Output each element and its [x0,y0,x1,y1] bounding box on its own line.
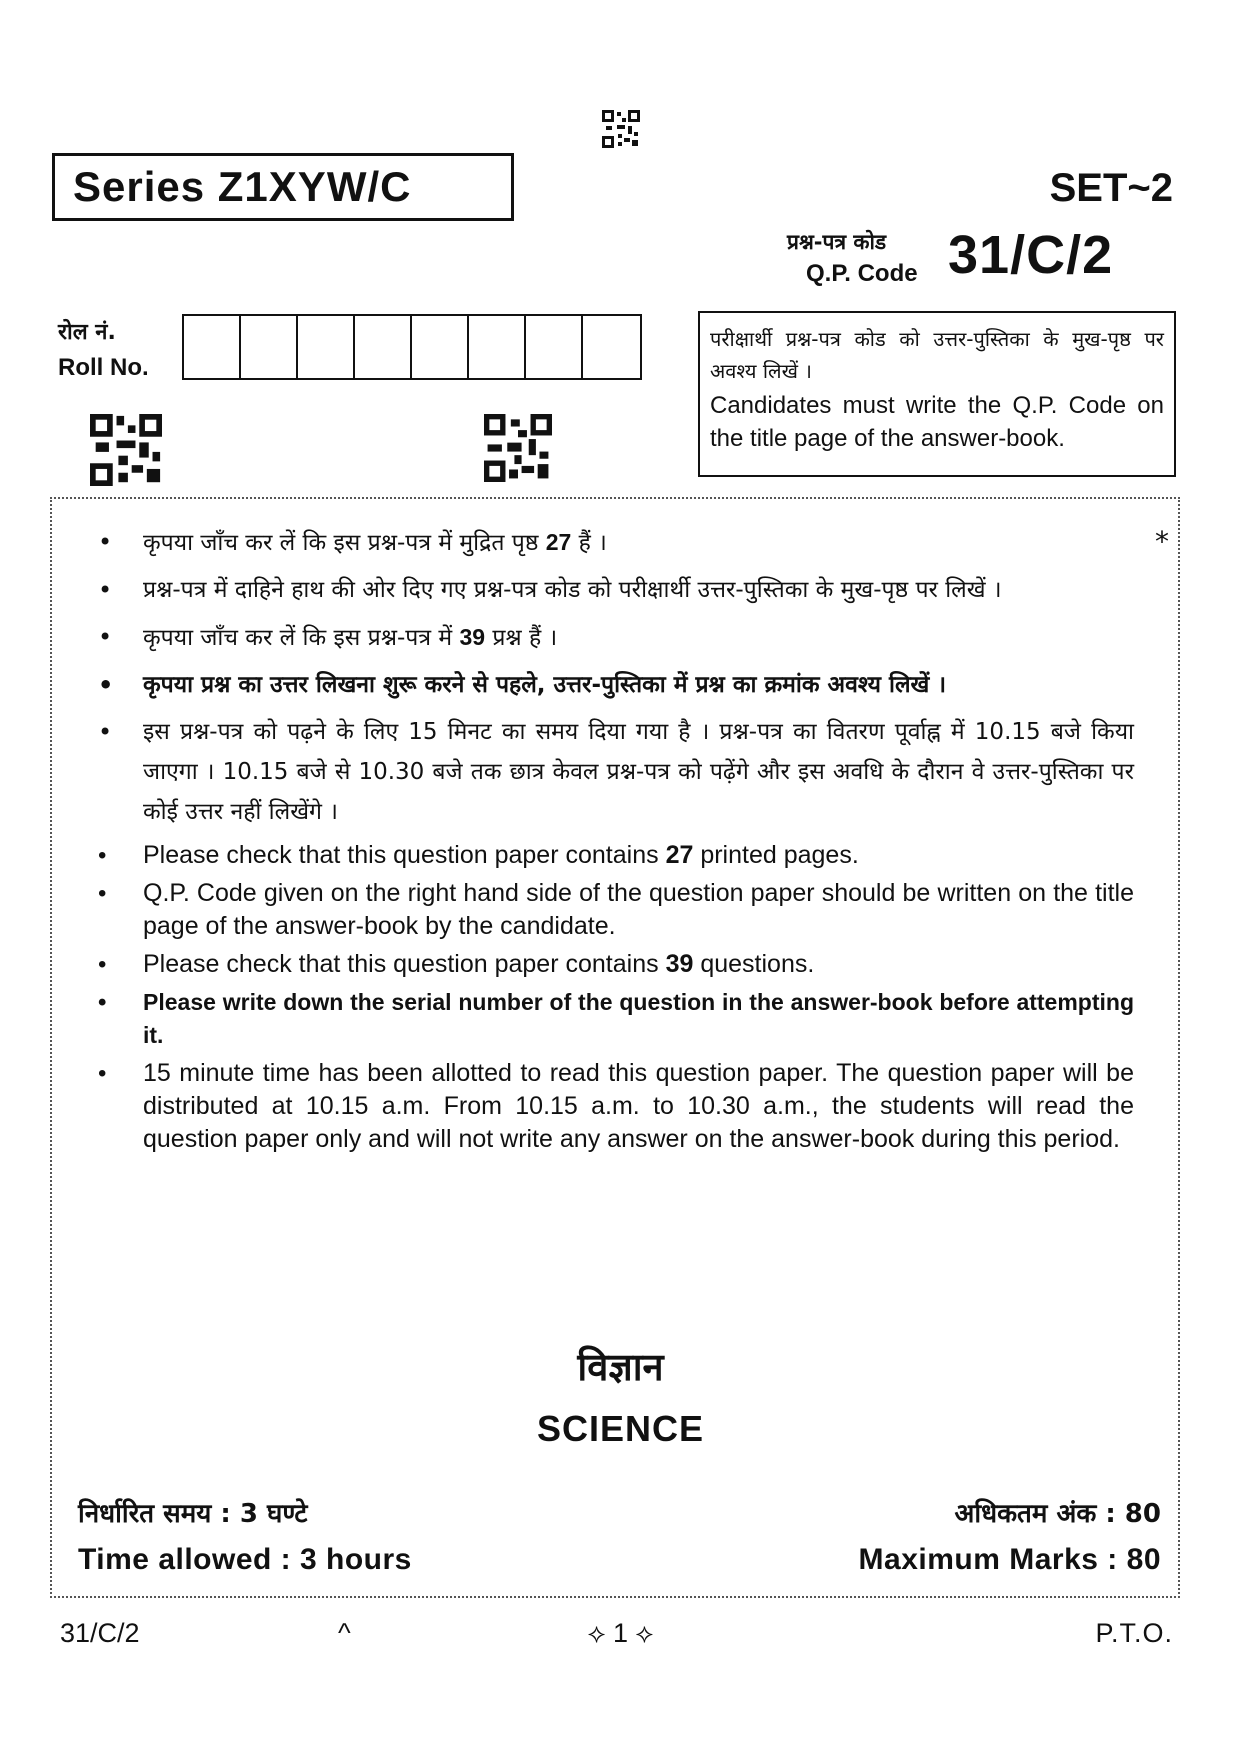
roll-cell[interactable] [298,316,355,378]
instruction-item: • इस प्रश्न-पत्र को पढ़ने के लिए 15 मिनट का समय दिया गया है । प्रश्न-पत्र का वितरण पूर्वाह्न में 10.15 बजे किया जाएगा । 10.15 बजे से 10.30 बजे तक छात्र केवल प्रश्न-पत्र को पढ़ेंगे और इस अवधि के दौरान वे उत्तर-पुस्तिका पर कोई उत्तर नहीं लिखेंगे । [98,712,1134,832]
qr-code-center [484,414,552,482]
set-label: SET~2 [1049,166,1173,210]
instruction-item: • Please check that this question paper contains 27 printed pages. [98,839,1134,872]
notice-english: Candidates must write the Q.P. Code on the title page of the answer-book. [710,392,1164,452]
footer-qp-code: 31/C/2 [60,1618,140,1648]
roll-cell[interactable] [412,316,469,378]
qp-code: 31/C/2 [948,225,1114,285]
series-label: Series Z1XYW/C [73,163,412,210]
roll-cell[interactable] [355,316,412,378]
series-box [52,153,514,221]
please-turn-over: P.T.O. [1095,1618,1173,1648]
subject-title: SCIENCE [536,1408,705,1449]
qr-code-left [90,414,162,486]
instructions-list [98,522,1134,1161]
roll-cell[interactable] [184,316,241,378]
subject-title-hindi: विज्ञान [577,1345,664,1389]
frame-star-mark: * [1155,525,1169,558]
roll-cell[interactable] [469,316,526,378]
qp-code-label-hindi: प्रश्न-पत्र कोड [787,230,887,254]
maximum-marks-hindi: अधिकतम अंक : 80 [954,1499,1161,1529]
qp-code-label: Q.P. Code [806,260,918,287]
time-allowed: Time allowed : 3 hours [78,1543,412,1576]
roll-cell[interactable] [241,316,298,378]
roll-label: Roll No. [58,354,149,381]
roll-number-grid[interactable] [182,314,642,380]
footer-caret: ^ [338,1618,351,1648]
notice-hindi: परीक्षार्थी प्रश्न-पत्र कोड को उत्तर-पुस्तिका के मुख-पृष्ठ पर अवश्य लिखें । [710,327,1164,383]
page-number: ⟡ 1 ⟡ [587,1618,654,1648]
instruction-item: • कृपया जाँच कर लें कि इस प्रश्न-पत्र में 39 प्रश्न हैं । [98,617,1134,658]
time-allowed-hindi: निर्धारित समय : 3 घण्टे [78,1499,308,1529]
candidate-notice-box [698,311,1176,477]
instruction-item: • Q.P. Code given on the right hand side of the question paper should be written on the title page of the answer-book by the candidate. [98,877,1134,943]
instruction-item: • Please check that this question paper contains 39 questions. [98,948,1134,981]
instruction-item: • 15 minute time has been allotted to read this question paper. The question paper will be distributed at 10.15 a.m. From 10.15 a.m. to 10.30 a.m., the students will read the question paper only and will not write any answer on the answer-book during this period. [98,1057,1134,1156]
roll-cell[interactable] [526,316,583,378]
instruction-item: • Please write down the serial number of the question in the answer-book before attempting it. [98,986,1134,1052]
qr-code-top [602,110,640,148]
instruction-item: • कृपया जाँच कर लें कि इस प्रश्न-पत्र में मुद्रित पृष्ठ 27 हैं । [98,522,1134,563]
maximum-marks: Maximum Marks : 80 [858,1543,1161,1576]
instruction-item: • प्रश्न-पत्र में दाहिने हाथ की ओर दिए गए प्रश्न-पत्र कोड को परीक्षार्थी उत्तर-पुस्तिका के मुख-पृष्ठ पर लिखें । [98,570,1134,610]
instruction-item: • कृपया प्रश्न का उत्तर लिखना शुरू करने से पहले, उत्तर-पुस्तिका में प्रश्न का क्रमांक अवश्य लिखें । [98,665,1134,705]
roll-cell[interactable] [583,316,640,378]
roll-label-hindi: रोल नं. [58,320,116,345]
